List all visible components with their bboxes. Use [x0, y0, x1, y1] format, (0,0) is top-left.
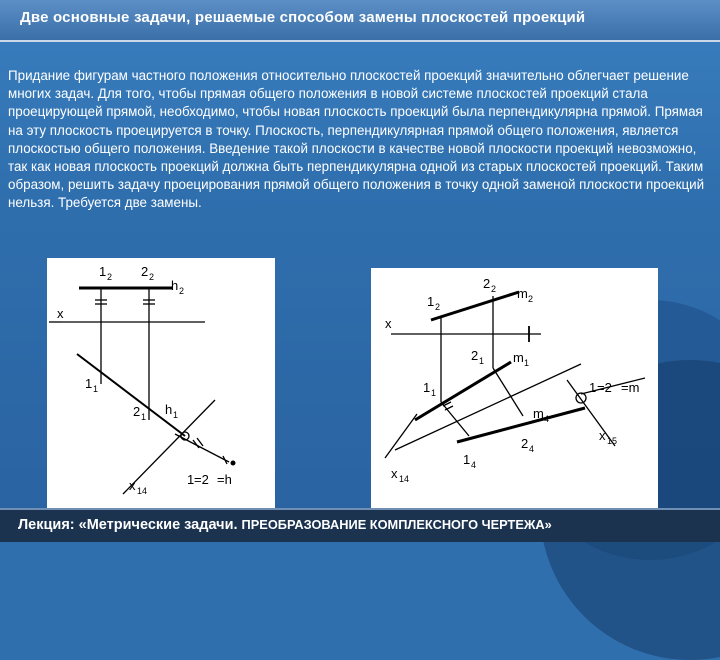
label-1-2-sub: 2: [435, 302, 441, 312]
label-1-2-sub: 2: [107, 272, 113, 282]
figure-right-drawing: [371, 268, 658, 508]
label-h1: h: [165, 402, 173, 417]
footer-topic-caps: ПРЕОБРАЗОВАНИЕ КОМПЛЕКСНОГО ЧЕРТЕЖА»: [241, 517, 552, 532]
label-1-2: 1: [427, 294, 435, 309]
label-1-1-sub: 1: [431, 388, 437, 398]
label-h4-b: =2: [194, 472, 209, 487]
title-bar: [0, 0, 720, 42]
label-x15-sub: 15: [607, 436, 618, 446]
label-2-1-sub: 1: [141, 412, 147, 422]
label-m4-sub: 4: [544, 414, 550, 424]
label-x14-sub: 14: [137, 486, 148, 496]
label-1-2: 1: [99, 264, 107, 279]
slide-title: Две основные задачи, решаемые способом замены плоскостей проекций: [20, 9, 586, 26]
label-1-4: 1: [463, 452, 471, 467]
label-1-4-sub: 4: [471, 460, 477, 470]
footer-topic: «Метрические задачи.: [78, 517, 238, 533]
label-2-2-sub: 2: [149, 272, 155, 282]
label-m1-sub: 1: [524, 358, 530, 368]
label-m5-c: =m: [621, 380, 640, 395]
x-axis-label: x: [385, 316, 392, 331]
label-1-1: 1: [423, 380, 431, 395]
figure-left-drawing: [47, 258, 275, 508]
label-h2: h: [171, 278, 179, 293]
body-paragraph: Придание фигурам частного положения относительно плоскостей проекций значительно облегчает решение многих задач. Для того, чтобы прямая общего положения в новой системе плоскостей проекций стала проецирующей прямой, необходимо, чтобы новая плоскость проекций была перпендикулярна прямой. Прямая на эту плоскость проецируется в точку. Плоскость, перпендикулярная прямой общего положения, является плоскостью общего положения. Введение такой плоскости в качестве новой плоскости проекций невозможно, так как новая плоскость проекций должна быть перпендикулярна одной из старых плоскостей проекций. Таким образом, решить задачу проецирования прямой общего положения в точку одной заменой плоскости проекций нельзя. Требуется две замены.: [8, 68, 705, 211]
footer-caption: [18, 517, 552, 533]
footer-bar: [0, 508, 720, 542]
label-m2-sub: 2: [528, 294, 534, 304]
label-x15: x: [599, 428, 606, 443]
label-x14: x: [129, 478, 136, 493]
label-m2: m: [517, 286, 528, 301]
x-axis-label: x: [57, 306, 64, 321]
label-2-2-sub: 2: [491, 284, 497, 294]
label-m5-a: 1: [589, 380, 597, 395]
label-1-1-sub: 1: [93, 384, 99, 394]
label-h1-sub: 1: [173, 410, 179, 420]
label-m1: m: [513, 350, 524, 365]
label-x14-sub: 14: [399, 474, 410, 484]
label-m4: m: [533, 406, 544, 421]
label-2-4: 2: [521, 436, 529, 451]
label-h4-c: =h: [217, 472, 232, 487]
label-1-1: 1: [85, 376, 93, 391]
label-2-1-sub: 1: [479, 356, 485, 366]
label-x14: x: [391, 466, 398, 481]
footer-label: Лекция:: [18, 517, 75, 533]
figure-right: [371, 268, 658, 508]
label-h4-a: 1: [187, 472, 195, 487]
label-2-2: 2: [141, 264, 149, 279]
figure-left: [47, 258, 275, 508]
label-2-1: 2: [471, 348, 479, 363]
label-h2-sub: 2: [179, 286, 185, 296]
label-2-1: 2: [133, 404, 141, 419]
label-2-4-sub: 4: [529, 444, 535, 454]
label-2-2: 2: [483, 276, 491, 291]
label-m5-b: =2: [597, 380, 612, 395]
